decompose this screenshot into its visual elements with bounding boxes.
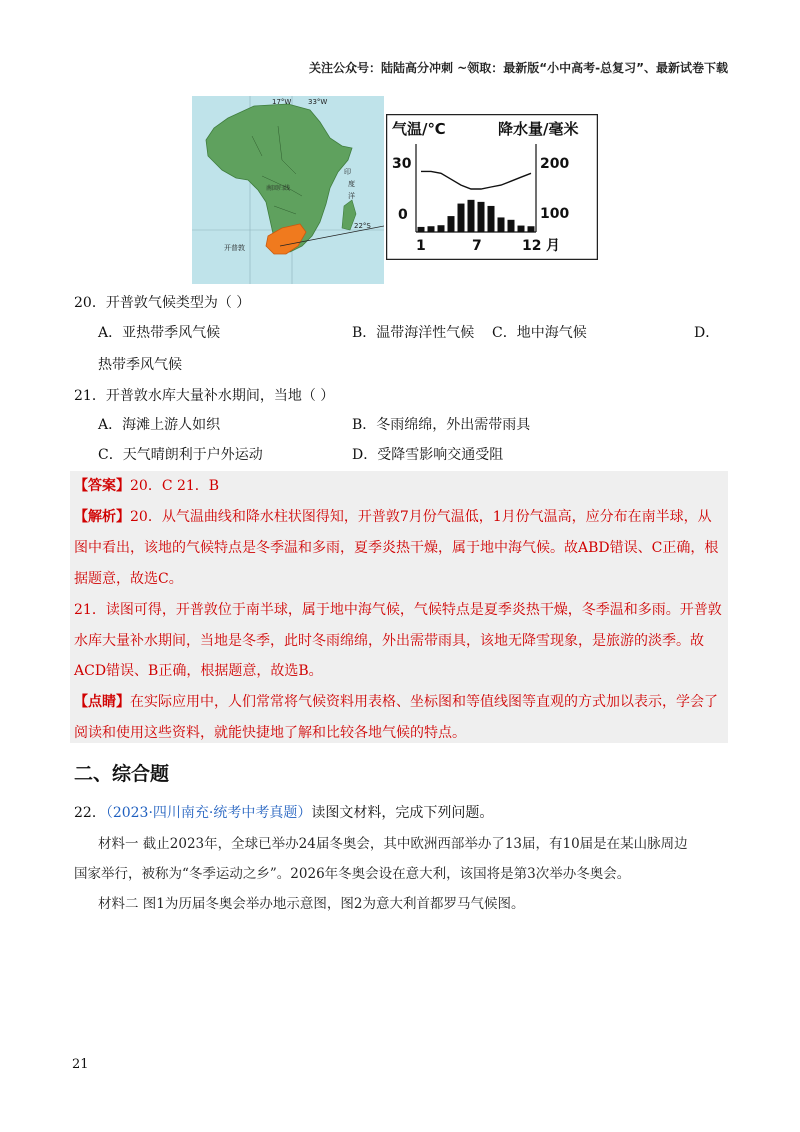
comment-line-1 bbox=[74, 691, 718, 711]
lon-label-17w: 17°W bbox=[272, 98, 292, 106]
q21-option-b[interactable]: B．冬雨绵绵，外出需带雨具 bbox=[352, 417, 531, 433]
analysis-line-6: ACD错误、B正确，根据题意，故选B。 bbox=[74, 663, 323, 679]
answer-tag: 【答案】 bbox=[74, 478, 130, 494]
page-number: 21 bbox=[72, 1057, 89, 1072]
analysis-line-4: 21．读图可得，开普敦位于南半球，属于地中海气候，气候特点是夏季炎热干燥，冬季温和多雨。开普敦 bbox=[74, 602, 722, 618]
precip-bar-1 bbox=[418, 227, 425, 232]
analysis-tag: 【解析】 bbox=[74, 509, 130, 525]
precip-bar-4 bbox=[448, 216, 455, 232]
precip-bar-2 bbox=[428, 226, 435, 232]
q20-option-a[interactable]: A．亚热带季风气候 bbox=[98, 325, 221, 341]
material-1-line-2: 国家举行，被称为“冬季运动之乡”。2026年冬奥会设在意大利，该国将是第3次举办冬奥会。 bbox=[74, 866, 631, 882]
q22-number: 22． bbox=[74, 805, 106, 821]
q21-option-a[interactable]: A．海滩上游人如织 bbox=[98, 417, 221, 433]
precip-bar-3 bbox=[438, 225, 445, 232]
q20-option-d[interactable]: D． bbox=[694, 325, 720, 341]
lat-label: 22°S bbox=[354, 222, 371, 230]
ocean-label-2: 度 bbox=[348, 180, 355, 188]
precip-bar-12 bbox=[528, 226, 535, 232]
comment-text-1: 在实际应用中，人们常常将气候资料用表格、坐标图和等值线图等直观的方式加以表示，学会了 bbox=[130, 694, 718, 710]
q20-stem: 20．开普敦气候类型为（ ） bbox=[74, 295, 251, 311]
precip-bar-9 bbox=[498, 217, 505, 232]
analysis-line-1 bbox=[74, 506, 712, 526]
comment-line-2: 阅读和使用这些资料，就能快捷地了解和比较各地气候的特点。 bbox=[74, 725, 466, 741]
section-title: 二、综合题 bbox=[74, 763, 170, 785]
chart-right-axis-title: 降水量/毫米 bbox=[498, 120, 579, 138]
precip-bar-7 bbox=[478, 202, 485, 232]
climate-chart bbox=[386, 114, 598, 260]
cape-town-label: 开普敦 bbox=[224, 244, 245, 252]
precip-bar-10 bbox=[508, 220, 515, 232]
q22-source[interactable]: （2023·四川南充·统考中考真题） bbox=[105, 805, 312, 821]
tropic-label: 南回归线 bbox=[266, 185, 291, 192]
comment-tag: 【点睛】 bbox=[74, 694, 130, 710]
material-1-line-1: 材料一 截止2023年，全球已举办24届冬奥会，其中欧洲西部举办了13届，有10届是在某山脉周边 bbox=[98, 836, 688, 852]
analysis-line-5: 水库大量补水期间，当地是冬季，此时冬雨绵绵，外出需带雨具，该地无降雪现象，是旅游的淡季。故 bbox=[74, 633, 704, 649]
precip-bar-6 bbox=[468, 200, 475, 232]
x-tick-1: 1 bbox=[416, 238, 426, 254]
q20-option-b[interactable]: B．温带海洋性气候 bbox=[352, 325, 475, 341]
right-tick-200: 200 bbox=[540, 156, 570, 172]
right-tick-100: 100 bbox=[540, 206, 570, 222]
q21-stem: 21．开普敦水库大量补水期间，当地（ ） bbox=[74, 388, 335, 404]
material-2: 材料二 图1为历届冬奥会举办地示意图，图2为意大利首都罗马气候图。 bbox=[98, 896, 525, 912]
x-tick-7: 7 bbox=[472, 238, 482, 254]
precip-bar-5 bbox=[458, 204, 465, 232]
q20-option-d-text: 热带季风气候 bbox=[98, 357, 182, 373]
ocean-label-3: 洋 bbox=[348, 192, 355, 200]
lon-label-33w: 33°W bbox=[308, 98, 328, 106]
q22-stem bbox=[74, 803, 493, 823]
analysis-line-3: 据题意，故选C。 bbox=[74, 571, 183, 587]
analysis-line-2: 图中看出，该地的气候特点是冬季温和多雨，夏季炎热干燥，属于地中海气候。故ABD错误、C正确，根 bbox=[74, 540, 719, 556]
chart-left-axis-title: 气温/℃ bbox=[392, 120, 446, 138]
left-tick-0: 0 bbox=[398, 207, 408, 223]
q21-option-d[interactable]: D．受降雪影响交通受阻 bbox=[352, 447, 504, 463]
precip-bar-8 bbox=[488, 206, 495, 232]
analysis-text-1: 20．从气温曲线和降水柱状图得知，开普敦7月份气温低，1月份气温高，应分布在南半球，从 bbox=[130, 509, 712, 525]
q22-text: 读图文材料，完成下列问题。 bbox=[311, 805, 494, 821]
x-tick-12: 12 bbox=[522, 238, 542, 254]
page-header: 关注公众号：陆陆高分冲刺 ~领取：最新版“小中高考-总复习”、最新试卷下载 bbox=[309, 61, 728, 75]
answer-text: 20．C 21．B bbox=[130, 478, 220, 494]
africa-map bbox=[192, 96, 384, 284]
answer-line bbox=[74, 475, 219, 495]
q20-option-c[interactable]: C．地中海气候 bbox=[492, 325, 587, 341]
precip-bar-11 bbox=[518, 226, 525, 232]
q21-option-c[interactable]: C．天气晴朗利于户外运动 bbox=[98, 447, 263, 463]
ocean-label-1: 印 bbox=[344, 168, 351, 176]
left-tick-30: 30 bbox=[392, 156, 412, 172]
x-unit: 月 bbox=[546, 238, 560, 254]
